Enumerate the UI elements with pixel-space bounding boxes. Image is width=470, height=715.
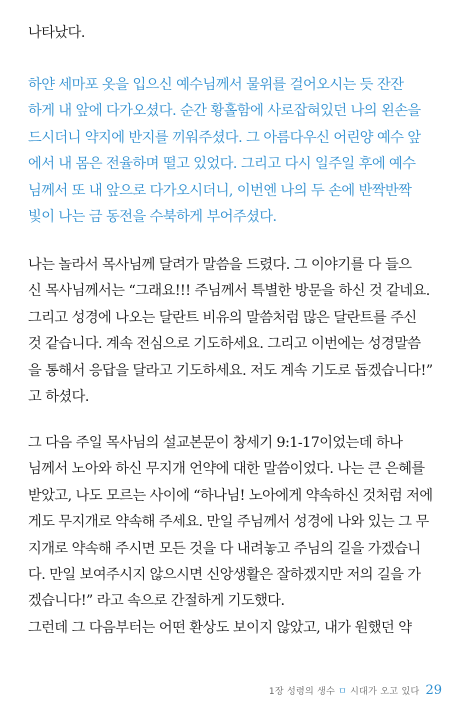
- text-line: 드시더니 약지에 반지를 끼워주셨다. 그 아름다우신 어린양 예수 앞: [28, 129, 421, 146]
- text-line: 님께서 노아와 하신 무지개 언약에 대한 말씀이었다. 나는 큰 은혜를: [28, 461, 425, 478]
- page-number: 29: [425, 683, 442, 698]
- text-line: 나는 놀라서 목사님께 달려가 말씀을 드렸다. 그 이야기를 다 들으: [28, 257, 412, 273]
- text-line: 빛이 나는 금 동전을 수북하게 부어주셨다.: [28, 208, 277, 225]
- paragraph-pastor: [28, 252, 448, 410]
- text-line: 을 통해서 응답을 달라고 기도하세요. 저도 계속 기도로 돕겠습니다!”: [28, 362, 433, 379]
- paragraph-vision: [28, 72, 448, 230]
- running-footer: [0, 683, 442, 698]
- text-line: 게도 무지개로 약속해 주세요. 만일 주님께서 성경에 나와 있는 그 무: [28, 514, 429, 531]
- footer-section: 시대가 오고 있다: [350, 687, 420, 697]
- footer-separator: ㅁ: [338, 687, 348, 697]
- footer-chapter: 1장 성령의 생수: [268, 687, 336, 697]
- text-line: 그런데 그 다음부터는 어떤 환상도 보이지 않았고, 내가 원했던 약: [28, 619, 412, 636]
- text-line: 에서 내 몸은 전율하며 떨고 있었다. 그리고 다시 일주일 후에 예수: [28, 156, 416, 173]
- text-line: 하게 내 앞에 다가오셨다. 순간 황홀함에 사로잡혀있던 나의 왼손을: [28, 103, 421, 120]
- text-line: 님께서 또 내 앞으로 다가오시더니, 이번엔 나의 두 손에 반짝반짝: [28, 182, 412, 199]
- text-line: 하얀 세마포 옷을 입으신 예수님께서 물위를 걸어오시는 듯 잔잔: [28, 77, 404, 93]
- text-line: 지개로 약속해 주시면 모든 것을 다 내려놓고 주님의 길을 가겠습니: [28, 540, 421, 557]
- paragraph-sermon: [28, 430, 448, 641]
- text-line: 그 다음 주일 목사님의 설교본문이 창세기 9:1-17이었는데 하나: [28, 435, 403, 451]
- text-line: 나타났다.: [28, 25, 85, 41]
- text-line: 다. 만일 보여주시지 않으시면 신앙생활은 잘하겠지만 저의 길을 가: [28, 566, 421, 583]
- text-line: 받았고, 나도 모르는 사이에 “하나님! 노아에게 약속하신 것처럼 저에: [28, 487, 433, 504]
- text-line: 그리고 성경에 나오는 달란트 비유의 말씀처럼 많은 달란트를 주신: [28, 309, 417, 326]
- text-line: 것 같습니다. 계속 전심으로 기도하세요. 그리고 이번에는 성경말씀: [28, 336, 421, 353]
- paragraph-opening: [28, 20, 448, 46]
- text-line: 신 목사님께서는 “그래요!!! 주님께서 특별한 방문을 하신 것 같네요.: [28, 283, 430, 300]
- text-line: 겠습니다!” 라고 속으로 간절하게 기도했다.: [28, 593, 285, 610]
- text-line: 고 하셨다.: [28, 388, 89, 405]
